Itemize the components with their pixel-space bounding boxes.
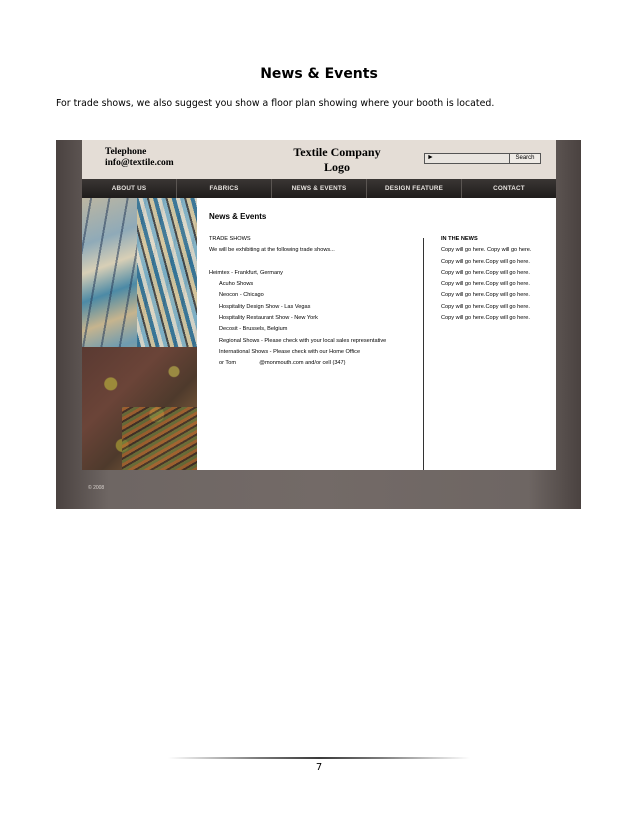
news-heading: IN THE NEWS xyxy=(441,236,478,242)
contact-email: info@textile.com xyxy=(105,158,174,168)
show-item: Regional Shows - Please check with your local sales representative xyxy=(219,337,387,344)
search-button[interactable]: Search xyxy=(509,153,541,164)
website-mockup xyxy=(56,140,581,509)
trade-shows-heading: TRADE SHOWS xyxy=(209,236,251,242)
contact-telephone: Telephone xyxy=(105,147,147,157)
logo-line-1: Textile Company xyxy=(293,145,381,159)
logo-line-2: Logo xyxy=(323,160,350,174)
search-input[interactable] xyxy=(424,153,510,164)
column-divider xyxy=(423,238,424,470)
nav-item-about-us[interactable]: ABOUT US xyxy=(82,179,177,198)
trade-shows-intro: We will be exhibiting at the following trade shows... xyxy=(209,247,335,254)
show-item: Acuho Shows xyxy=(219,281,254,288)
show-item: Neocon - Chicago xyxy=(219,292,264,299)
main-content xyxy=(197,198,556,470)
show-item: or Tom @monmouth.com and/or cell (347) xyxy=(219,360,346,367)
news-item: Copy will go here.Copy will go here. xyxy=(441,281,530,288)
site-header xyxy=(82,140,556,179)
news-item: Copy will go here.Copy will go here. xyxy=(441,269,530,276)
show-item: International Shows - Please check with our Home Office xyxy=(219,348,361,355)
fabric-photos xyxy=(82,198,197,470)
play-arrow-icon: ► xyxy=(427,154,434,161)
company-logo xyxy=(282,145,392,175)
page-footer-rule xyxy=(168,757,470,759)
news-column xyxy=(441,234,551,324)
news-item: Copy will go here.Copy will go here. xyxy=(441,292,530,299)
show-item: Hospitality Restaurant Show - New York xyxy=(219,315,318,322)
fabric-photo-blue xyxy=(82,198,197,347)
show-item: Decosit - Brussels, Belgium xyxy=(219,326,288,333)
site-footer-copyright: © 2008 xyxy=(88,485,105,491)
location-heading: Heimtex - Frankfurt, Germany xyxy=(209,269,283,276)
nav-item-news-events[interactable]: NEWS & EVENTS xyxy=(272,179,367,198)
trade-shows-section xyxy=(209,234,424,370)
show-item: Hospitality Design Show - Las Vegas xyxy=(219,303,311,310)
fabric-photo-brown xyxy=(82,347,197,470)
site-nav xyxy=(82,179,556,198)
news-item: Copy will go here.Copy will go here. xyxy=(441,315,530,322)
nav-item-design-feature[interactable]: DESIGN FEATURE xyxy=(367,179,462,198)
document-intro: For trade shows, we also suggest you show a floor plan showing where your booth is located. xyxy=(56,98,495,109)
nav-item-contact[interactable]: CONTACT xyxy=(493,185,525,192)
content-title: News & Events xyxy=(209,212,267,221)
news-item: Copy will go here.Copy will go here. xyxy=(441,258,530,265)
document-title: News & Events xyxy=(260,66,378,82)
nav-item-fabrics[interactable]: FABRICS xyxy=(177,179,272,198)
contact-block xyxy=(105,147,174,169)
news-item: Copy will go here.Copy will go here. xyxy=(441,303,530,310)
page-number: 7 xyxy=(315,762,323,773)
news-item: Copy will go here. Copy will go here. xyxy=(441,247,532,254)
